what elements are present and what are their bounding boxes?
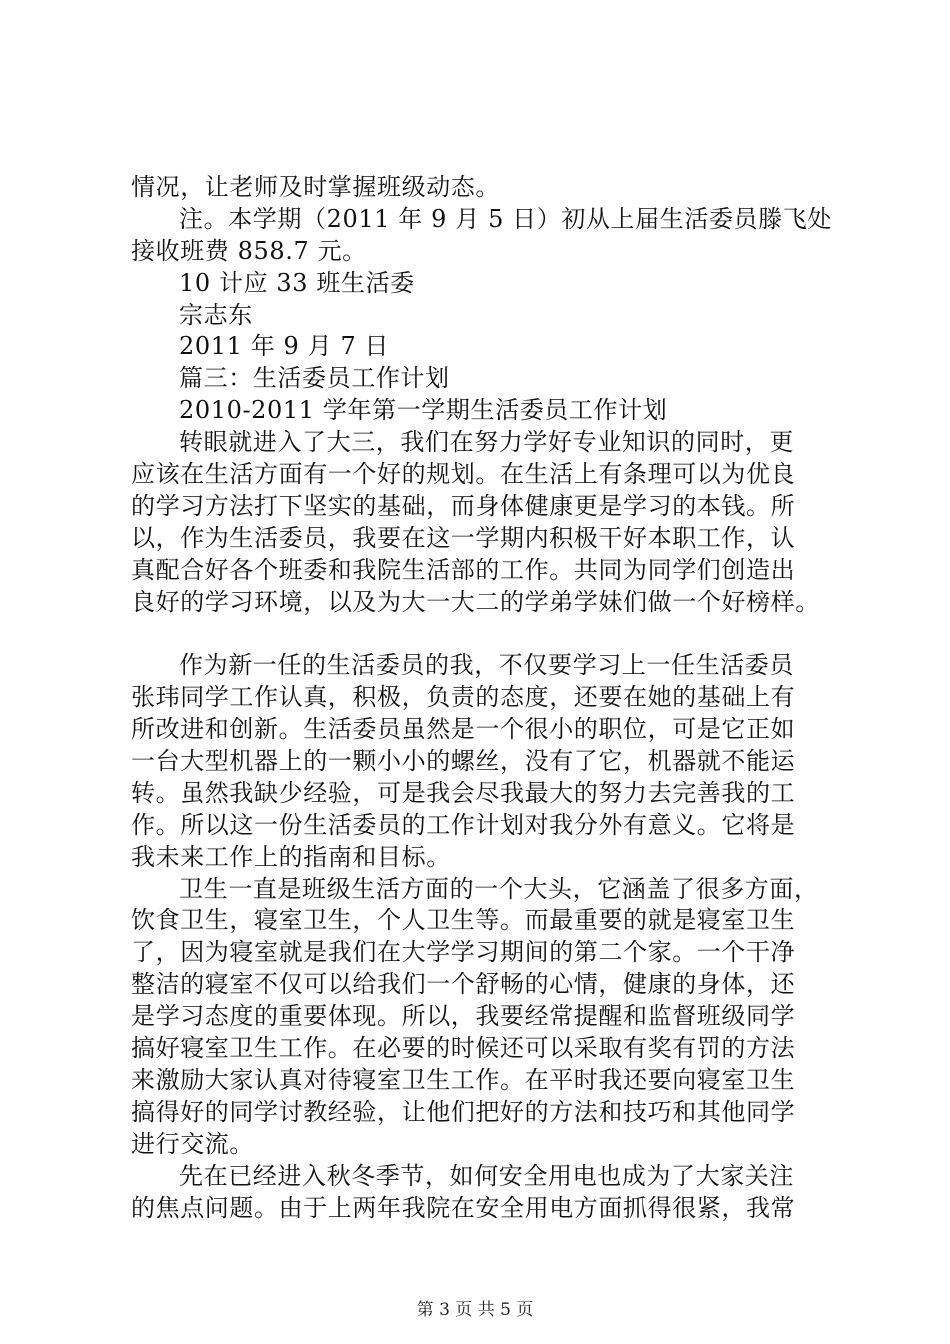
text-line: 所改进和创新。生活委员虽然是一个很小的职位，可是它正如 [131,715,796,744]
page-footer: 第 3 页 共 5 页 [416,1300,534,1320]
text-line: 卫生一直是班级生活方面的一个大头，它涵盖了很多方面， [179,874,819,903]
text-line: 饮食卫生，寝室卫生，个人卫生等。而最重要的就是寝室卫生 [131,906,796,935]
text-line: 进行交流。 [131,1129,254,1158]
text-line: 张玮同学工作认真，积极，负责的态度，还要在她的基础上有 [131,683,796,712]
text-line: 来激励大家认真对待寝室卫生工作。在平时我还要向寝室卫生 [131,1065,796,1094]
text-line: 先在已经进入秋冬季节，如何安全用电也成为了大家关注 [179,1161,794,1190]
document-body [131,172,851,1224]
text-line: 搞得好的同学讨教经验，让他们把好的方法和技巧和其他同学 [131,1097,796,1126]
text-line: 转。虽然我缺少经验，可是我会尽我最大的努力去完善我的工 [131,778,796,807]
text-line: 的焦点问题。由于上两年我院在安全用电方面抓得很紧，我常 [131,1193,796,1222]
text-line: 作。所以这一份生活委员的工作计划对我分外有意义。它将是 [131,810,796,839]
text-line: 整洁的寝室不仅可以给我们一个舒畅的心情，健康的身体，还 [131,970,796,999]
text-line: 的学习方法打下坚实的基础，而身体健康更是学习的本钱。所 [131,491,796,520]
paragraph-gap [131,618,851,650]
text-line: 一台大型机器上的一颗小小的螺丝，没有了它，机器就不能运 [131,747,796,776]
signature-name: 宗志东 [179,300,253,329]
text-line: 良好的学习环境，以及为大一大二的学弟学妹们做一个好榜样。 [131,587,820,616]
text-line: 我未来工作上的指南和目标。 [131,842,451,871]
text-line: 了，因为寝室就是我们在大学学习期间的第二个家。一个干净 [131,938,796,967]
text-line: 应该在生活方面有一个好的规划。在生活上有条理可以为优良 [131,460,796,489]
text-line: 搞好寝室卫生工作。在必要的时候还可以采取有奖有罚的方法 [131,1034,796,1063]
text-line: 是学习态度的重要体现。所以，我要经常提醒和监督班级同学 [131,1002,796,1031]
text-line: 注。本学期（2011 年 9 月 5 日）初从上届生活委员滕飞处 [179,204,832,233]
text-line: 真配合好各个班委和我院生活部的工作。共同为同学们创造出 [131,555,796,584]
text-line: 以，作为生活委员，我要在这一学期内积极干好本职工作，认 [131,523,796,552]
signature-class: 10 计应 33 班生活委 [179,268,415,297]
signature-date: 2011 年 9 月 7 日 [179,332,390,361]
section-heading: 篇三：生活委员工作计划 [179,364,450,393]
text-line: 转眼就进入了大三，我们在努力学好专业知识的同时，更 [179,428,794,457]
text-line: 接收班费 858.7 元。 [131,236,367,265]
text-line: 情况，让老师及时掌握班级动态。 [131,173,500,201]
text-line: 作为新一任的生活委员的我，不仅要学习上一任生活委员 [179,651,794,680]
document-title: 2010-2011 学年第一学期生活委员工作计划 [179,396,668,425]
